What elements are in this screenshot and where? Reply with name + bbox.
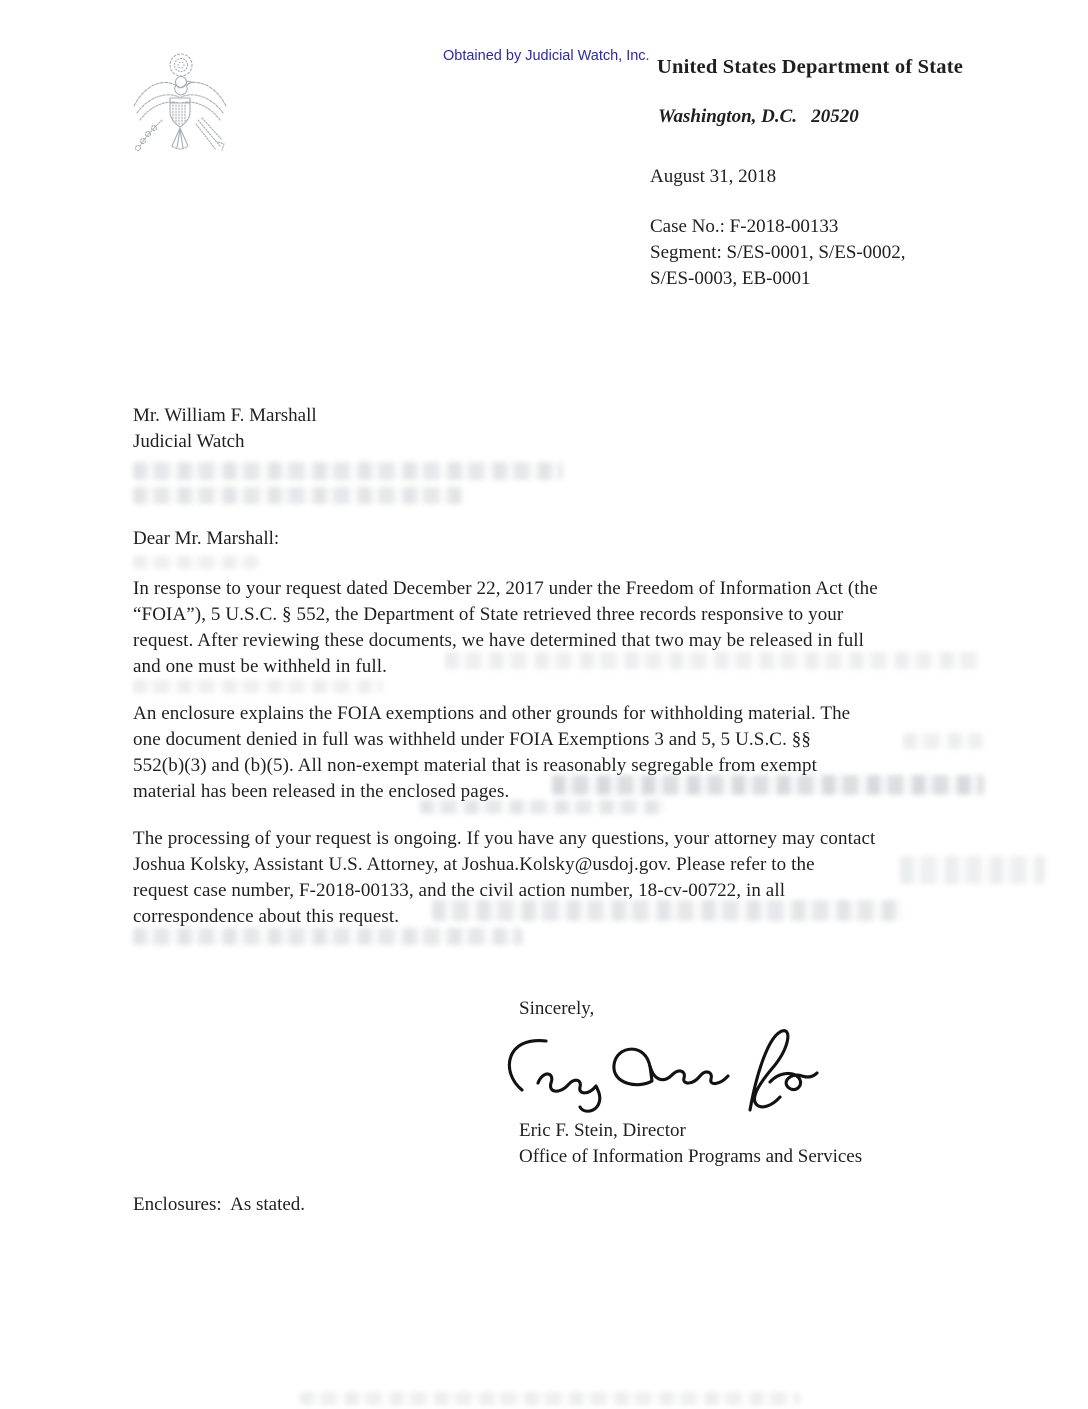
paragraph-3-line-4: correspondence about this request. [133, 906, 400, 927]
bleed-through-text [300, 1392, 800, 1405]
letterhead-city: Washington, D.C. 20520 [658, 106, 859, 127]
bleed-through-text [432, 900, 902, 921]
great-seal-eagle-icon [124, 50, 236, 164]
letter-date: August 31, 2018 [650, 166, 777, 187]
paragraph-2-line-1: An enclosure explains the FOIA exemptions and other grounds for withholding material. The [133, 703, 851, 724]
bleed-through-text [133, 556, 258, 569]
paragraph-2-line-4: material has been released in the enclosed pages. [133, 781, 510, 802]
recipient-name: Mr. William F. Marshall [133, 405, 317, 426]
case-number: Case No.: F-2018-00133 [650, 216, 839, 237]
paragraph-3-line-1: The processing of your request is ongoing. If you have any questions, your attorney may contact [133, 828, 876, 849]
segment-line-1: Segment: S/ES-0001, S/ES-0002, [650, 242, 906, 263]
judicial-watch-watermark: Obtained by Judicial Watch, Inc. [443, 48, 650, 64]
paragraph-1-line-1: In response to your request dated December 22, 2017 under the Freedom of Information Act (the [133, 578, 878, 599]
bleed-through-text [133, 928, 523, 945]
paragraph-1-line-4: and one must be withheld in full. [133, 656, 387, 677]
signer-name: Eric F. Stein, Director [519, 1120, 686, 1141]
bleed-through-text [445, 652, 980, 669]
bleed-through-text [133, 487, 463, 504]
handwritten-signature [498, 1020, 828, 1118]
letterhead-agency: United States Department of State [657, 56, 964, 78]
paragraph-1-line-3: request. After reviewing these documents, we have determined that two may be released in full [133, 630, 865, 651]
bleed-through-text [133, 462, 563, 480]
valediction: Sincerely, [519, 998, 595, 1019]
paragraph-3-line-3: request case number, F-2018-00133, and the civil action number, 18-cv-00722, in all [133, 880, 786, 901]
recipient-org: Judicial Watch [133, 431, 245, 452]
signer-office: Office of Information Programs and Services [519, 1146, 863, 1167]
paragraph-3-line-2: Joshua Kolsky, Assistant U.S. Attorney, at Joshua.Kolsky@usdoj.gov. Please refer to the [133, 854, 815, 875]
salutation: Dear Mr. Marshall: [133, 528, 280, 549]
enclosures-note: Enclosures: As stated. [133, 1194, 306, 1215]
paragraph-2-line-3: 552(b)(3) and (b)(5). All non-exempt material that is reasonably segregable from exempt [133, 755, 818, 776]
bleed-through-text [133, 680, 383, 693]
bleed-through-text [903, 733, 983, 749]
segment-line-2: S/ES-0003, EB-0001 [650, 268, 811, 289]
paragraph-2-line-2: one document denied in full was withheld under FOIA Exemptions 3 and 5, 5 U.S.C. §§ [133, 729, 811, 750]
bleed-through-text [420, 800, 665, 814]
bleed-through-text [900, 856, 1045, 884]
bleed-through-text [552, 775, 984, 795]
paragraph-1-line-2: “FOIA”), 5 U.S.C. § 552, the Department of State retrieved three records responsive to your [133, 604, 844, 625]
